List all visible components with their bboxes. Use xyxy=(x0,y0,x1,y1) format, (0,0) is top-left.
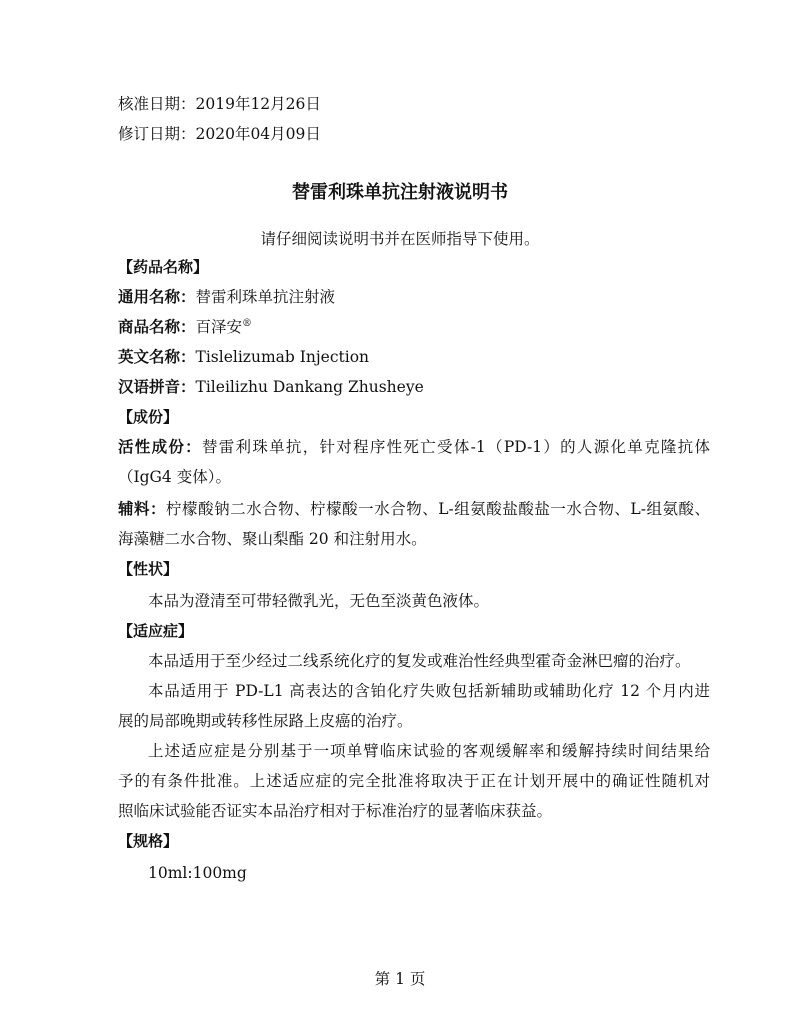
excipient-line-2: 海藻糖二水合物、聚山梨酯 20 和注射用水。 xyxy=(118,530,427,548)
pinyin-name-label: 汉语拼音： xyxy=(118,378,196,396)
pinyin-name-value: Tileilizhu Dankang Zhusheye xyxy=(195,378,424,396)
generic-name-row xyxy=(118,286,710,308)
indication-paragraph-3-line-2: 予的有条件批准。上述适应症的完全批准将取决于正在计划开展中的确证性随机对 xyxy=(118,772,710,790)
generic-name-label: 通用名称： xyxy=(118,288,196,306)
excipient-line-1 xyxy=(118,498,710,520)
trade-name-row xyxy=(118,316,710,338)
document-subtitle: 请仔细阅读说明书并在医师指导下使用。 xyxy=(260,230,540,248)
approval-date: 核准日期：2019年12月26日 xyxy=(118,95,321,113)
section-heading-specification: 【规格】 xyxy=(118,832,179,850)
registered-mark: ® xyxy=(242,317,253,329)
english-name-label: 英文名称： xyxy=(118,348,196,366)
section-heading-name: 【药品名称】 xyxy=(118,258,209,276)
specification-value: 10ml:100mg xyxy=(148,864,247,882)
section-heading-indications: 【适应症】 xyxy=(118,622,194,640)
excipient-label: 辅料： xyxy=(118,500,167,518)
indication-paragraph-2-line-1: 本品适用于 PD-L1 高表达的含铂化疗失败包括新辅助或辅助化疗 12 个月内进 xyxy=(148,682,710,700)
english-name-row xyxy=(118,346,710,368)
trade-name-value: 百泽安 xyxy=(195,318,243,336)
appearance-text: 本品为澄清至可带轻微乳光，无色至淡黄色液体。 xyxy=(148,592,490,610)
indication-paragraph-1: 本品适用于至少经过二线系统化疗的复发或难治性经典型霍奇金淋巴瘤的治疗。 xyxy=(148,652,691,670)
page-number: 第 1 页 xyxy=(374,970,426,988)
indication-paragraph-2-line-2: 展的局部晚期或转移性尿路上皮癌的治疗。 xyxy=(118,712,413,730)
english-name-value: Tislelizumab Injection xyxy=(195,348,370,366)
indication-paragraph-3-line-1: 上述适应症是分别基于一项单臂临床试验的客观缓解率和缓解持续时间结果给 xyxy=(148,742,710,760)
document-title: 替雷利珠单抗注射液说明书 xyxy=(292,182,508,203)
section-heading-composition: 【成份】 xyxy=(118,408,179,426)
indication-paragraph-3-line-3: 照临床试验能否证实本品治疗相对于标准治疗的显著临床获益。 xyxy=(118,802,553,820)
trade-name-label: 商品名称： xyxy=(118,318,196,336)
section-heading-appearance: 【性状】 xyxy=(118,560,179,578)
active-ingredient-text-1: 替雷利珠单抗，针对程序性死亡受体-1（PD-1）的人源化单克隆抗体 xyxy=(201,438,710,456)
revision-date: 修订日期：2020年04月09日 xyxy=(118,125,321,143)
excipient-text-1: 柠檬酸钠二水合物、柠檬酸一水合物、L-组氨酸盐酸盐一水合物、L-组氨酸、 xyxy=(166,500,710,518)
generic-name-value: 替雷利珠单抗注射液 xyxy=(195,288,336,306)
active-ingredient-line-2: （IgG4 变体）。 xyxy=(118,468,231,486)
active-ingredient-line-1 xyxy=(118,436,710,458)
active-ingredient-label: 活性成份： xyxy=(118,438,202,456)
pinyin-name-row xyxy=(118,376,710,398)
